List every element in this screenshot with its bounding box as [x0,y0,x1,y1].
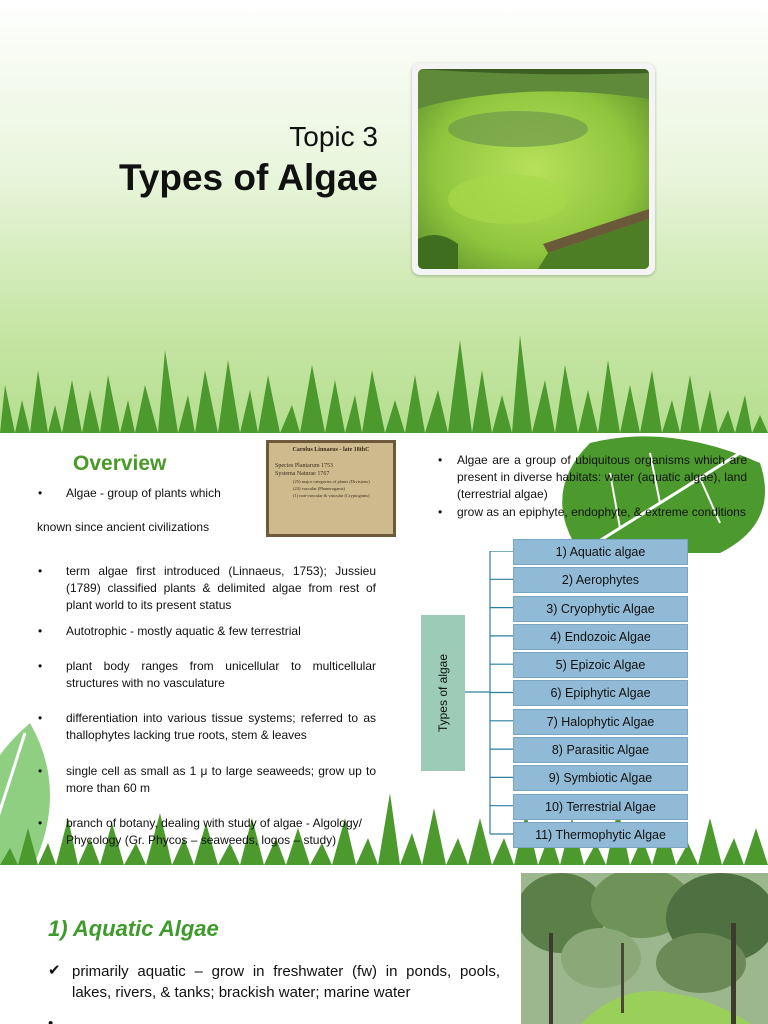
bullet-text: primarily aquatic – grow in freshwater (fw) in ponds, pools, lakes, rivers, & tanks; brackish water; marine water [72,963,500,1001]
check-icon: ✔ [48,962,61,979]
list-item [38,815,386,849]
type-box-epiphytic: 6) Epiphytic Algae [513,680,688,706]
type-box-halophytic: 7) Halophytic Algae [513,709,688,735]
type-box-cryophytic: 3) Cryophytic Algae [513,596,688,622]
aquatic-algae-slide [0,865,768,1024]
diagram-root-box [421,615,465,771]
type-box-aquatic: 1) Aquatic algae [513,539,688,565]
bullet-text: Algae - group of plants which [66,486,221,500]
pond-photo-frame [412,63,655,275]
pond-photo [418,69,649,269]
bullet-text: known since ancient civilizations [37,520,210,534]
linnaeus-card-line: Systema Naturae 1767 [275,471,330,477]
list-item [438,452,747,503]
list-item [38,658,376,692]
title-slide [0,0,768,433]
bullet-text: term algae first introduced (Linnaeus, 1753); Jussieu (1789) classified plants & delimited algae from rest of plant world to its present status [66,564,376,612]
diagram-root-label: Types of algae [436,653,450,733]
list-item [38,623,376,640]
list-item [38,563,376,614]
bullet-glyph: • [38,486,43,500]
slide-title: Types of Algae [118,157,378,198]
bullet-text: Algae are a group of ubiquitous organisms which are present in diverse habitats: water (aquatic algae), land (terrestrial algae) [457,453,747,501]
bullet-text: branch of botany, dealing with study of algae - Algology/ Phycology (Gr. Phycos – seaweeds, logos – study) [66,816,362,847]
type-box-epizoic: 5) Epizoic Algae [513,652,688,678]
bullet-glyph: • [438,453,443,467]
linnaeus-card-line: Species Plantarum 1753 [275,463,333,469]
bullet-glyph: • [438,505,443,519]
type-box-terrestrial: 10) Terrestrial Algae [513,794,688,820]
overview-slide [0,433,768,865]
bullet-text: single cell as small as 1 μ to large seaweeds; grow up to more than 60 m [66,764,376,795]
list-item [438,504,757,521]
list-item [38,485,266,502]
list-item [38,710,376,744]
bullet-text: plant body ranges from unicellular to multicellular structures with no vasculature [66,659,376,690]
type-box-thermophytic: 11) Thermophytic Algae [513,822,688,848]
types-list [513,539,688,850]
slide-title: 1) Aquatic Algae [48,916,219,941]
bullet-glyph: • [38,711,43,725]
bullet-text: Autotrophic - mostly aquatic & few terrestrial [66,624,301,638]
bullet-glyph: • [38,624,43,638]
bullet-glyph: • [38,816,43,830]
list-item [37,519,337,536]
bullet-text: grow as an epiphyte, endophyte, & extreme conditions [457,505,746,519]
bullet-glyph: • [38,564,43,578]
bullet-glyph: • [38,764,43,778]
type-box-endozoic: 4) Endozoic Algae [513,624,688,650]
bullet-glyph: • [38,659,43,673]
linnaeus-card-line: (24) vascular (Phanerogams) [293,486,345,491]
type-box-aerophytes: 2) Aerophytes [513,567,688,593]
overview-heading: Overview [73,452,167,475]
swamp-photo [521,873,768,1024]
bullet-glyph: • [48,1015,54,1024]
linnaeus-card-line: (1) non-vascular & vascular (Cryptogams) [293,493,370,498]
type-box-symbiotic: 9) Symbiotic Algae [513,765,688,791]
linnaeus-card-line: (25) major categories of plants (Divisions) [293,479,370,484]
linnaeus-card-title: Carolus Linnaeus - late 18thC [292,447,370,453]
bullet-text: differentiation into various tissue systems; referred to as thallophytes lacking true roots, stem & leaves [66,711,376,742]
topic-label: Topic 3 [289,121,378,152]
type-box-parasitic: 8) Parasitic Algae [513,737,688,763]
grass-decoration [0,330,768,433]
list-item [38,763,376,797]
diagram-connectors [465,551,515,836]
